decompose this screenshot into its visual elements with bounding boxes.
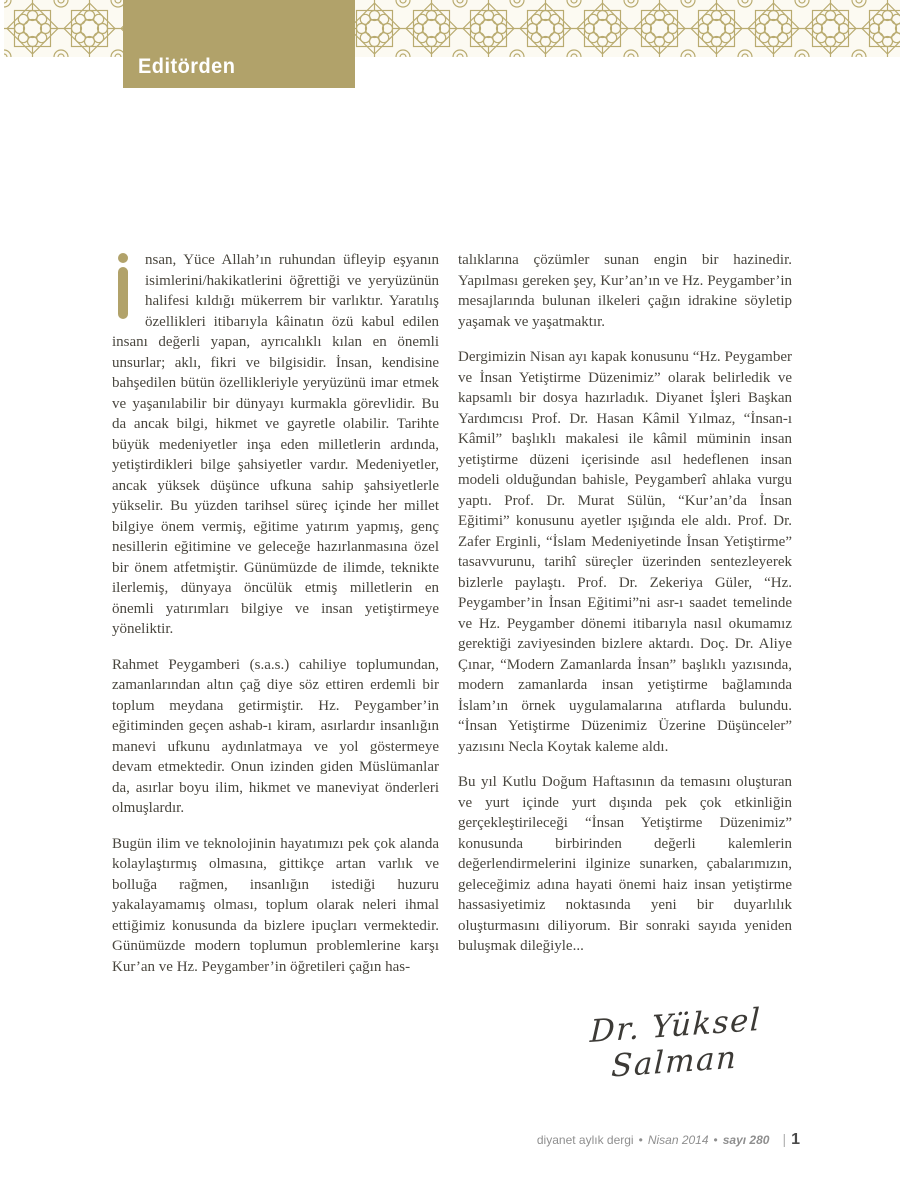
page-footer [537, 1131, 800, 1149]
paragraph: Bugün ilim ve teknolojinin hayatımızı pek çok alanda kolaylaştırmış olmasına, gittikçe artan varlık ve bolluğa rağmen, insanlığın istediği huzuru yakalayamamış olması, toplum olarak neleri ihmal ettiğimiz konusunda da bizlere ipuçları vermektedir. Günümüzde modern toplumun problemlerine karşı Kur’an ve Hz. Peygamber’in öğretileri çağın has- [112, 835, 439, 975]
footer-separator: • [713, 1133, 718, 1147]
footer-divider: | [782, 1131, 787, 1147]
section-title: Editörden [138, 55, 236, 78]
paragraph-lead [112, 250, 439, 640]
editor-signature: Dr. Yüksel Salman [589, 1001, 762, 1085]
paragraph-text: nsan, Yüce Allah’ın ruhundan üfleyip eşyanın isimlerini/hakikatlerini öğrettiği ve yeryüzünün halifesi kıldığı mükerrem bir varlıktır. Yaratılış özellikleri itibarıyla kâinatın özü kabul edilen insanı değerli yapan, ayrıcalıklı kılan en önemli unsurlar; aklı, fikri ve bilgisidir. İnsan, kendisine bahşedilen bütün özellikleriyle yeryüzünü imar etmek ve yaşanılabilir bir dünyayı kurmakla görevlidir. Bu da ancak bilgi, hikmet ve gayretle olabilir. Tarihte büyük medeniyetler inşa eden milletlerin ardında, yetiştirdikleri bilge şahsiyetler vardır. Medeniyetler, ancak yüksek düşünce ufkuna sahip şahsiyetlerle yükselir. Bu yüzden tarihsel süreç içinde her millet bilgiye önem vermiş, eğitime yatırım yapmış, genç nesillerin eğitimine ve geleceğe hazırlanmasına özel bir önem atfetmiştir. Günümüzde de ilimde, teknikte ilerlemiş, dünyaya öncülük etmiş milletlerin en önemli yatırımları bilgiye ve insan yetiştirmeye yöneliktir. [112, 252, 439, 637]
footer-issue-date: Nisan 2014 [647, 1133, 709, 1147]
dropcap-letter [116, 253, 117, 254]
paragraph: Rahmet Peygamberi (s.a.s.) cahiliye toplumundan, zamanlarından altın çağ diye söz ettiren erdemli bir toplum meydana getirmiştir. Hz. Peygamber’in eğitiminden geçen ashab-ı kiram, asırlardır insanlığın manevi ufkunu aydınlatmaya ve yol göstermeye devam etmektedir. Onun izinden giden Müslümanlar da, asırlar boyu ilim, hikmet ve maneviyat önderleri olmuşlardır. [112, 656, 439, 816]
footer-separator: • [638, 1133, 643, 1147]
page-number: 1 [791, 1131, 800, 1148]
dropcap-bar [118, 267, 128, 319]
footer-issue-label: sayı 280 [722, 1133, 770, 1147]
footer-journal-name: diyanet aylık dergi [536, 1133, 634, 1147]
dropcap-i [116, 253, 131, 319]
paragraph: Dergimizin Nisan ayı kapak konusunu “Hz. Peygamber ve İnsan Yetiştirme Düzenimiz” olarak belirledik ve kapsamlı bir dosya hazırladık. Diyanet İşleri Başkan Yardımcısı Prof. Dr. Hasan Kâmil Yılmaz, “İnsan-ı Kâmil” başlıklı makalesi ile kâmil müminin insan yetiştirme düzeni içerisinde asıl hedeflenen insan modeli olduğundan bahisle, Peygamberî ahlaka vurgu yaptı. Prof. Dr. Murat Sülün, “Kur’an’da İnsan Eğitimi” konusunu ayetler ışığında ele aldı. Prof. Dr. Zafer Erginli, “İslam Medeniyetinde İnsan Yetiştirme” tasavvurunu, tarihî süreçler üzerinden sentezleyerek bizlerle paylaştı. Prof. Dr. Zekeriya Güler, “Hz. Peygamber’in İnsan Eğitimi”ni asr-ı saadet temelinde ve Hz. Peygamber dönemi itibarıyla nasıl okumamız gerektiği zaviyesinden bizlere aktardı. Doç. Dr. Aliye Çınar, “Modern Zamanlarda İnsan” başlıklı yazısında, modern zamanlarda insan yetiştirme bağlamında İslam’ın örnek uygulamalarına atıflarda bulundu. “İnsan Yetiştirme Düzenimiz Üzerine Düşünceler” yazısını Necla Koytak kaleme aldı. [458, 349, 792, 755]
article-column-1 [112, 250, 439, 992]
paragraph: talıklarına çözümler sunan engin bir hazinedir. Yapılması gereken şey, Kur’an’ın ve Hz. Peygamber’in mesajlarında bulunan ilkeleri çağın idrakine söyletip yaşamak ve yaşatmaktır. [458, 252, 792, 330]
dropcap-dot [118, 253, 128, 263]
paragraph: Bu yıl Kutlu Doğum Haftasının da temasını oluşturan ve yurt içinde yurt dışında pek çok etkinliğin gerçekleştirileceği “İnsan Yetiştirme Düzenimiz” konusunda birbirinden değerli kalemlerin değerlendirmelerini ilginize sunarken, çabalarımızın, geleceğimiz adına hayati önemi haiz insan yetiştirme hassasiyetimiz noktasında yeni bir duyarlılık oluşturmasını diliyorum. Bir sonraki sayıda yeniden buluşmak dileğiyle... [458, 774, 792, 954]
article-column-2 [458, 250, 792, 972]
section-header-box [123, 0, 355, 88]
